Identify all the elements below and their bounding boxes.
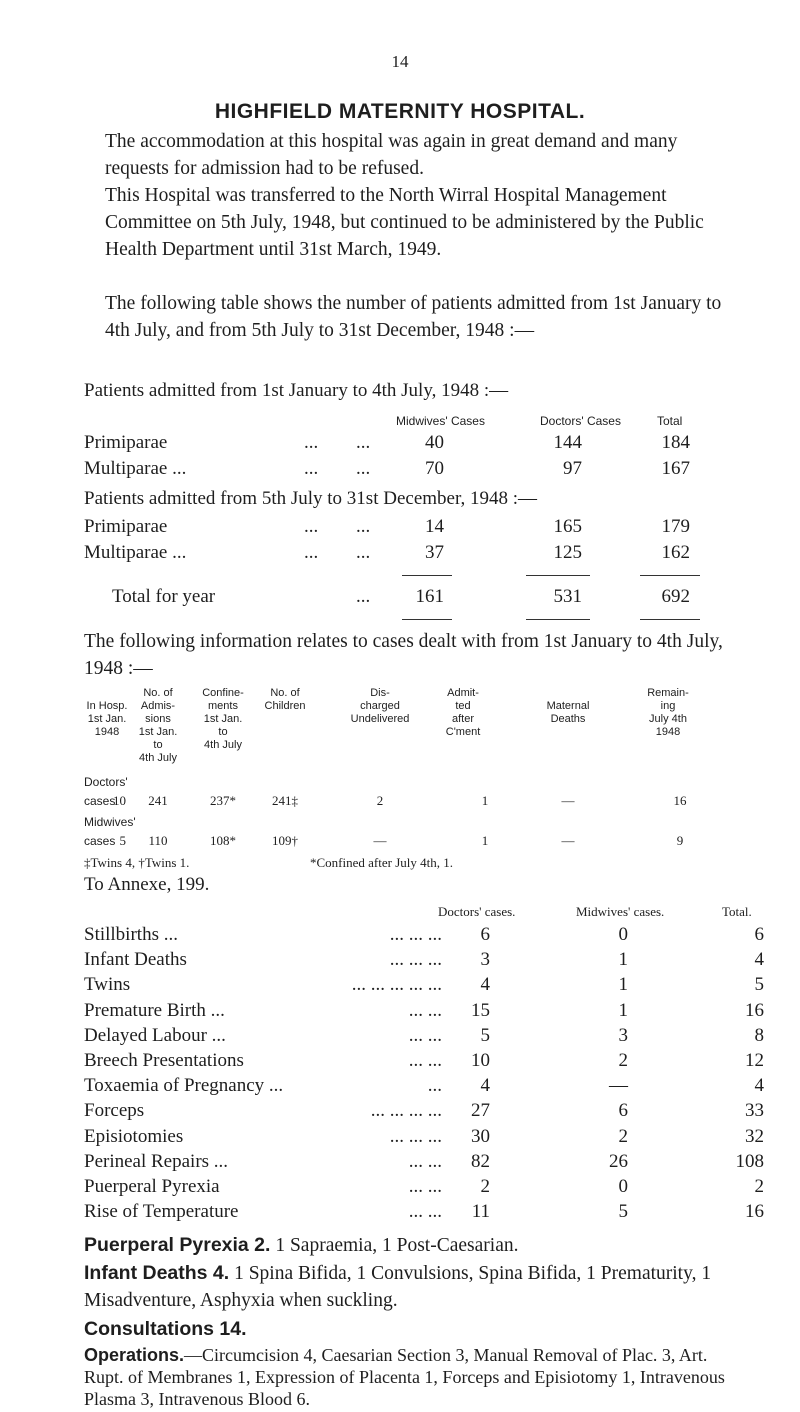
dot-leader: ...	[304, 432, 319, 453]
note-head: Infant Deaths 4.	[84, 1262, 230, 1284]
doctors-value: 30	[471, 1126, 490, 1147]
intro-paragraph-3: The following table shows the number of patients admitted from 1st January to 4th July, and from 5th July to 31st December, 1948 :—	[105, 293, 722, 341]
row-label: Multiparae ...	[84, 542, 187, 563]
footnote-twins: ‡Twins 4, †Twins 1.	[84, 855, 190, 870]
cell: 10	[113, 793, 126, 808]
midwives-value: 70	[425, 458, 444, 479]
total-value: 167	[661, 458, 690, 479]
midwives-value: 1	[618, 1000, 628, 1021]
midwives-value: 2	[618, 1126, 628, 1147]
total-value: 32	[745, 1126, 764, 1147]
doctors-value: 97	[563, 458, 582, 479]
stats-row-label: Twins	[84, 974, 131, 995]
note-text: 1 Sapraemia, 1 Post-Caesarian.	[270, 1235, 519, 1256]
dot-leader: ... ... ... ...	[370, 1100, 442, 1121]
midwives-value: 2	[618, 1050, 628, 1071]
stats-row-label: Rise of Temperature	[84, 1201, 239, 1222]
header-in-hosp: In Hosp. 1st Jan. 1948	[86, 700, 128, 738]
doctors-value: 27	[471, 1100, 490, 1121]
dot-leader: ...	[356, 458, 371, 479]
intro-paragraph-1: The accommodation at this hospital was again in great demand and many requests for admission had to be refused.	[105, 131, 678, 179]
dot-leader: ... ... ...	[389, 949, 442, 970]
doctors-value: 5	[480, 1025, 490, 1046]
stats-row-label: Breech Presentations	[84, 1050, 244, 1071]
midwives-value: 37	[425, 542, 444, 563]
total-total: 692	[661, 586, 690, 607]
sum-rule	[402, 619, 452, 620]
header-maternal-deaths: Maternal Deaths	[546, 700, 590, 725]
dot-leader: ...	[356, 586, 371, 607]
dot-leader: ... ... ...	[389, 1126, 442, 1147]
doctors-value: 10	[471, 1050, 490, 1071]
doctors-value: 15	[471, 1000, 490, 1021]
annexe-line: To Annexe, 199.	[84, 874, 210, 895]
total-value: 4	[754, 1075, 764, 1096]
row-label: Multiparae ...	[84, 458, 187, 479]
sum-rule	[526, 619, 590, 620]
dot-leader: ... ...	[408, 1000, 442, 1021]
total-value: 162	[661, 542, 690, 563]
note-text: 1 Spina Bifida, 1 Convulsions, Spina Bifida, 1 Prematurity, 1 Misadventure, Asphyxia when suckling.	[84, 1263, 712, 1311]
midwives-value: 1	[618, 974, 628, 995]
page-number: 14	[391, 52, 409, 71]
midwives-value: —	[609, 1075, 628, 1096]
header-remaining: Remain- ing July 4th 1948	[647, 687, 689, 738]
sum-rule	[640, 575, 700, 576]
header-discharged: Dis- charged Undelivered	[350, 687, 410, 725]
total-value: 16	[745, 1201, 764, 1222]
header-children: No. of Children	[264, 687, 306, 712]
period2-heading: Patients admitted from 5th July to 31st December, 1948 :—	[84, 488, 538, 509]
dot-leader: ...	[427, 1075, 442, 1096]
total-value: 12	[745, 1050, 764, 1071]
note-head: Operations.	[84, 1345, 185, 1365]
doctors-value: 165	[553, 516, 582, 537]
note-head: Consultations 14.	[84, 1318, 247, 1340]
dot-leader: ... ...	[408, 1151, 442, 1172]
col-doctors-header: Doctors' cases.	[438, 904, 516, 919]
stats-row-label: Episiotomies	[84, 1126, 184, 1147]
midwives-value: 14	[425, 516, 444, 537]
dot-leader: ... ... ...	[389, 924, 442, 945]
doctors-value: 4	[480, 974, 490, 995]
total-midwives: 161	[415, 586, 444, 607]
stats-row-label: Puerperal Pyrexia	[84, 1176, 220, 1197]
midwives-value: 0	[618, 1176, 628, 1197]
doctors-value: 11	[471, 1201, 490, 1222]
midwives-value: 3	[618, 1025, 628, 1046]
doctors-value: 3	[480, 949, 490, 970]
dot-leader: ... ... ... ... ...	[351, 974, 442, 995]
doctors-value: 125	[553, 542, 582, 563]
total-value: 5	[754, 974, 764, 995]
row-label: Primiparae	[84, 432, 168, 453]
row-label: Midwives'	[84, 815, 136, 829]
doctors-value: 2	[480, 1176, 490, 1197]
col-doctors-header: Doctors' Cases	[540, 414, 621, 428]
cell: 109†	[272, 833, 298, 848]
dot-leader: ...	[356, 516, 371, 537]
cell: 241‡	[272, 793, 298, 808]
midwives-value: 1	[618, 949, 628, 970]
dot-leader: ...	[304, 542, 319, 563]
sum-rule	[640, 619, 700, 620]
dot-leader: ... ...	[408, 1176, 442, 1197]
stats-row-label: Toxaemia of Pregnancy ...	[84, 1075, 284, 1096]
doctors-value: 144	[553, 432, 582, 453]
note-infant-deaths	[84, 1260, 734, 1314]
total-doctors: 531	[553, 586, 582, 607]
doctors-value: 6	[480, 924, 490, 945]
dot-leader: ... ...	[408, 1050, 442, 1071]
total-value: 179	[661, 516, 690, 537]
cell: 16	[673, 793, 687, 808]
row-label: Doctors'	[84, 775, 128, 789]
sum-rule	[402, 575, 452, 576]
total-value: 6	[754, 924, 764, 945]
header-admitted-after: Admit- ted after C'ment	[445, 687, 481, 738]
dot-leader: ...	[304, 516, 319, 537]
header-confinements: Confine- ments 1st Jan. to 4th July	[202, 687, 244, 751]
cell: —	[561, 793, 575, 808]
total-value: 2	[754, 1176, 764, 1197]
midwives-value: 5	[618, 1201, 628, 1222]
stats-row-label: Perineal Repairs ...	[84, 1151, 229, 1172]
total-value: 8	[754, 1025, 764, 1046]
col-midwives-header: Midwives' Cases	[396, 414, 485, 428]
dot-leader: ... ...	[408, 1025, 442, 1046]
row-label: cases	[84, 834, 116, 848]
footnote-confined: *Confined after July 4th, 1.	[310, 855, 453, 870]
cell: 110	[148, 833, 168, 848]
note-puerperal-pyrexia	[84, 1232, 744, 1259]
note-head: Puerperal Pyrexia 2.	[84, 1234, 271, 1256]
dot-leader: ... ...	[408, 1201, 442, 1222]
midwives-value: 6	[618, 1100, 628, 1121]
midwives-value: 26	[609, 1151, 628, 1172]
cell: 241	[148, 793, 168, 808]
cell: 9	[676, 833, 684, 848]
doctors-value: 82	[471, 1151, 490, 1172]
page-title: HIGHFIELD MATERNITY HOSPITAL.	[214, 100, 586, 123]
period1-heading: Patients admitted from 1st January to 4th July, 1948 :—	[84, 380, 509, 401]
cell: 1	[481, 833, 489, 848]
total-value: 184	[661, 432, 690, 453]
total-for-year-label: Total for year	[112, 586, 216, 607]
cell: 1	[481, 793, 489, 808]
sum-rule	[526, 575, 590, 576]
info-intro: The following information relates to cases dealt with from 1st January to 4th July, 1948 :—	[84, 631, 723, 679]
midwives-value: 40	[425, 432, 444, 453]
row-label: Primiparae	[84, 516, 168, 537]
note-text: —Circumcision 4, Caesarian Section 3, Manual Removal of Plac. 3, Art. Rupt. of Membranes 1, Expression of Placenta 1, Forceps and Episiotomy 1, Intravenous Plasma 3, Intravenous Blood 6.	[84, 1345, 725, 1409]
col-total-header: Total.	[722, 904, 752, 919]
header-admissions: No. of Admis- sions 1st Jan. to 4th July	[138, 687, 178, 764]
col-total-header: Total	[657, 414, 683, 428]
cell: —	[373, 833, 387, 848]
note-consultations	[84, 1316, 744, 1343]
total-value: 16	[745, 1000, 764, 1021]
dot-leader: ...	[304, 458, 319, 479]
doctors-value: 4	[480, 1075, 490, 1096]
row-label: cases	[84, 794, 116, 808]
stats-row-label: Delayed Labour ...	[84, 1025, 226, 1046]
dot-leader: ...	[356, 432, 371, 453]
total-value: 4	[754, 949, 764, 970]
cell: 2	[376, 793, 384, 808]
stats-row-label: Stillbirths ...	[84, 924, 178, 945]
dot-leader: ...	[356, 542, 371, 563]
col-midwives-header: Midwives' cases.	[576, 904, 665, 919]
stats-row-label: Premature Birth ...	[84, 1000, 225, 1021]
total-value: 108	[735, 1151, 764, 1172]
intro-paragraph-2: This Hospital was transferred to the North Wirral Hospital Management Committee on 5th July, 1948, but continued to be administered by the Public Health Department until 31st March, 1949.	[105, 185, 704, 260]
cell: 5	[119, 833, 126, 848]
cell: 108*	[210, 833, 236, 848]
cell: 237*	[210, 793, 236, 808]
stats-row-label: Forceps	[84, 1100, 145, 1121]
note-operations	[84, 1344, 739, 1410]
total-value: 33	[745, 1100, 764, 1121]
midwives-value: 0	[618, 924, 628, 945]
stats-row-label: Infant Deaths	[84, 949, 187, 970]
cell: —	[561, 833, 575, 848]
